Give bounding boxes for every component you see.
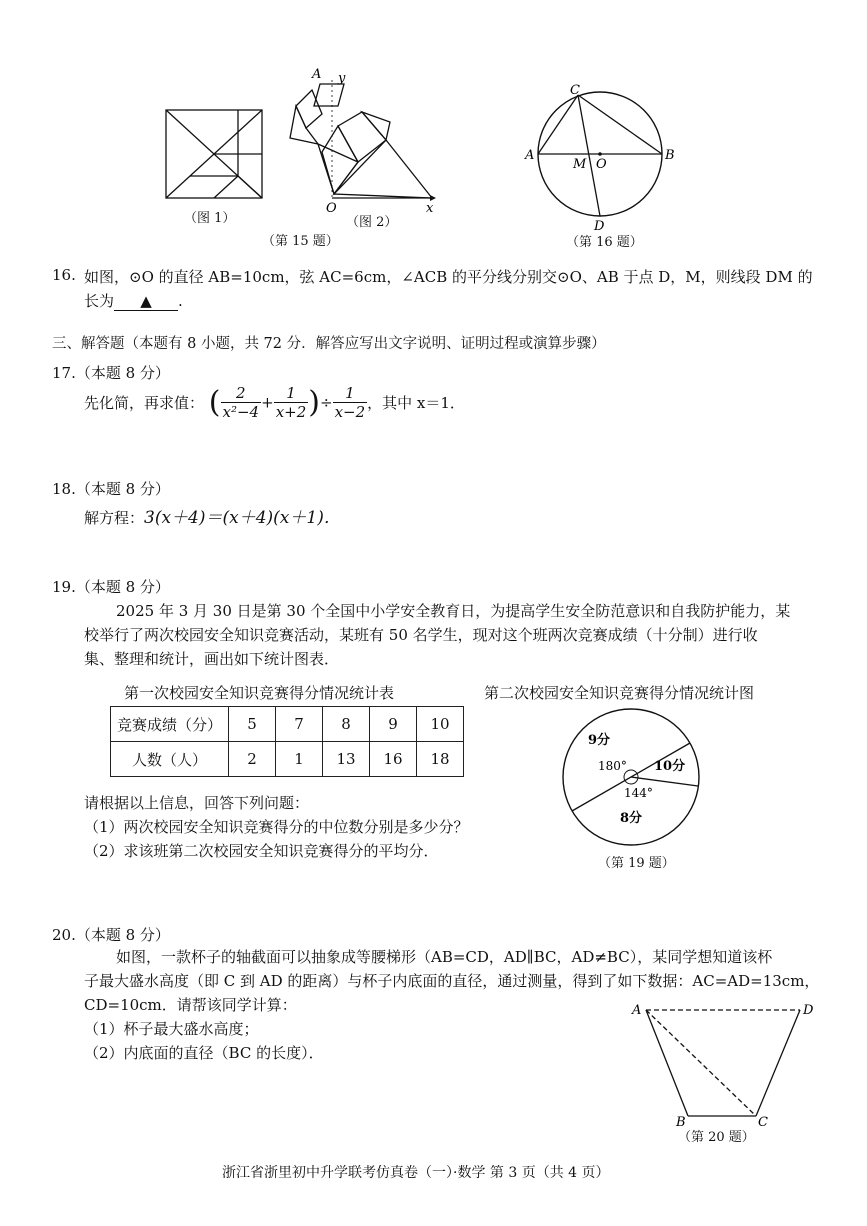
q17-suffix: ，其中 x＝1．	[367, 394, 465, 412]
table-row	[111, 742, 464, 777]
q17-expression: 先化简，再求值： ( $\frac{2}{\text{x²−4}}$ + $\frac{1}{x+2}$ )÷ $\frac{1}{x-2}$ ，其中 x＝1．	[84, 384, 465, 421]
pt-B-trap: B	[676, 1115, 686, 1130]
pie-label-8: 8分	[620, 811, 643, 826]
frac3-num: 1	[333, 384, 368, 403]
frac1-num: 2	[221, 384, 262, 403]
table-cell: 5	[229, 707, 276, 742]
div-sign: ÷	[319, 393, 333, 412]
frac3-den: x−2	[334, 403, 366, 421]
q19-sub-2: （2）求该班第二次校园安全知识竞赛得分的平均分．	[84, 842, 439, 860]
pt-y-fig2: y	[338, 71, 346, 86]
q15-figure-1	[160, 104, 270, 204]
answer-blank[interactable]: ▲	[114, 292, 178, 311]
q18-prefix: 解方程：	[84, 509, 145, 527]
angle-180: 180°	[598, 759, 627, 773]
q15-figure-2	[282, 66, 442, 212]
table-row	[111, 707, 464, 742]
fig2-caption: （图 2）	[346, 215, 398, 230]
q20-para-1: 如图，一款杯子的轴截面可以抽象成等腰梯形（AB=CD，AD∥BC，AD≠BC），某同学想知道该杯	[116, 948, 773, 966]
q19-para-2: 校举行了两次校园安全知识竞赛活动，某班有 50 名学生，现对这个班两次竞赛成绩（十分制）进行收	[84, 626, 758, 644]
pie-label-10: 10分	[654, 759, 686, 774]
q19-para-1: 2025 年 3 月 30 日是第 30 个全国中小学安全教育日，为提高学生安全防范意识和自我防护能力，某	[116, 602, 791, 620]
q16-caption: （第 16 题）	[566, 235, 643, 250]
q19-ask: 请根据以上信息，回答下列问题：	[84, 794, 310, 812]
pt-A-fig2: A	[312, 67, 322, 82]
table-title: 第一次校园安全知识竞赛得分情况统计表	[124, 684, 395, 702]
table-cell: 竞赛成绩（分）	[111, 707, 229, 742]
pt-M: M	[573, 157, 587, 172]
q16-line1: 如图，⊙O 的直径 AB=10cm，弦 AC=6cm，∠ACB 的平分线分别交⊙O、AB 于点 D，M，则线段 DM 的	[84, 268, 813, 286]
q20-sub-1: （1）杯子最大盛水高度；	[84, 1020, 259, 1038]
q20-para-3: CD=10cm．请帮该同学计算：	[84, 996, 297, 1014]
section3-title: 三、解答题（本题有 8 小题，共 72 分．解答应写出文字说明、证明过程或演算步骤）	[52, 336, 606, 352]
trapezoid-figure	[624, 998, 824, 1132]
frac2-den: x+2	[275, 403, 307, 421]
table-cell: 8	[323, 707, 370, 742]
pt-C: C	[570, 83, 580, 98]
q20-sub-2: （2）内底面的直径（BC 的长度）．	[84, 1044, 324, 1062]
pie-label-9: 9分	[588, 733, 611, 748]
pt-B: B	[665, 148, 675, 163]
page-footer: 浙江省浙里初中升学联考仿真卷（一）·数学 第 3 页（共 4 页）	[222, 1165, 610, 1181]
table-cell: 13	[323, 742, 370, 777]
chart-title: 第二次校园安全知识竞赛得分情况统计图	[484, 684, 755, 702]
q16-prefix: 长为	[84, 292, 115, 310]
q20-heading: 20.（本题 8 分）	[52, 926, 170, 944]
pt-x-fig2: x	[426, 201, 434, 212]
table-cell: 9	[370, 707, 417, 742]
q18-heading: 18.（本题 8 分）	[52, 480, 170, 498]
q19-para-3: 集、整理和统计，画出如下统计图表．	[84, 650, 340, 668]
pt-O: O	[596, 157, 607, 172]
frac2-num: 1	[274, 384, 309, 403]
q17-prefix: 先化简，再求值：	[84, 394, 205, 412]
divider-line-2	[631, 777, 698, 786]
q20-para-2: 子最大盛水高度（即 C 到 AD 的距离）与杯子内底面的直径，通过测量，得到了如下数据：AC=AD=13cm，	[84, 972, 820, 990]
q16-circle-figure	[520, 82, 680, 232]
pt-A: A	[525, 148, 535, 163]
fig1-caption: （图 1）	[184, 211, 236, 226]
frac1-den: x²−4	[222, 403, 260, 421]
table-cell: 2	[229, 742, 276, 777]
table-cell: 1	[276, 742, 323, 777]
q19-sub-1: （1）两次校园安全知识竞赛得分的中位数分别是多少分？	[84, 818, 469, 836]
pt-D-trap: D	[803, 1003, 814, 1018]
q19-caption: （第 19 题）	[598, 856, 675, 871]
pie-chart	[558, 704, 708, 850]
q16-number: 16.	[52, 266, 76, 284]
angle-144: 144°	[624, 786, 653, 800]
table-cell: 18	[417, 742, 464, 777]
q17-heading: 17.（本题 8 分）	[52, 364, 170, 382]
q20-caption: （第 20 题）	[678, 1130, 755, 1145]
q16-suffix: .	[178, 292, 183, 310]
pt-O-fig2: O	[326, 201, 337, 212]
pt-C-trap: C	[758, 1115, 768, 1130]
q18-line	[84, 503, 341, 528]
q19-heading: 19.（本题 8 分）	[52, 578, 170, 596]
q16-line2	[84, 290, 183, 311]
q15-caption: （第 15 题）	[262, 234, 339, 249]
score-table	[110, 706, 464, 777]
table-cell: 人数（人）	[111, 742, 229, 777]
table-cell: 7	[276, 707, 323, 742]
pt-D: D	[594, 219, 605, 232]
q18-equation: 3(x＋4)＝(x＋4)(x＋1)．	[144, 508, 341, 528]
table-cell: 10	[417, 707, 464, 742]
table-cell: 16	[370, 742, 417, 777]
plus-sign: +	[261, 393, 274, 412]
pt-A-trap: A	[632, 1003, 642, 1018]
